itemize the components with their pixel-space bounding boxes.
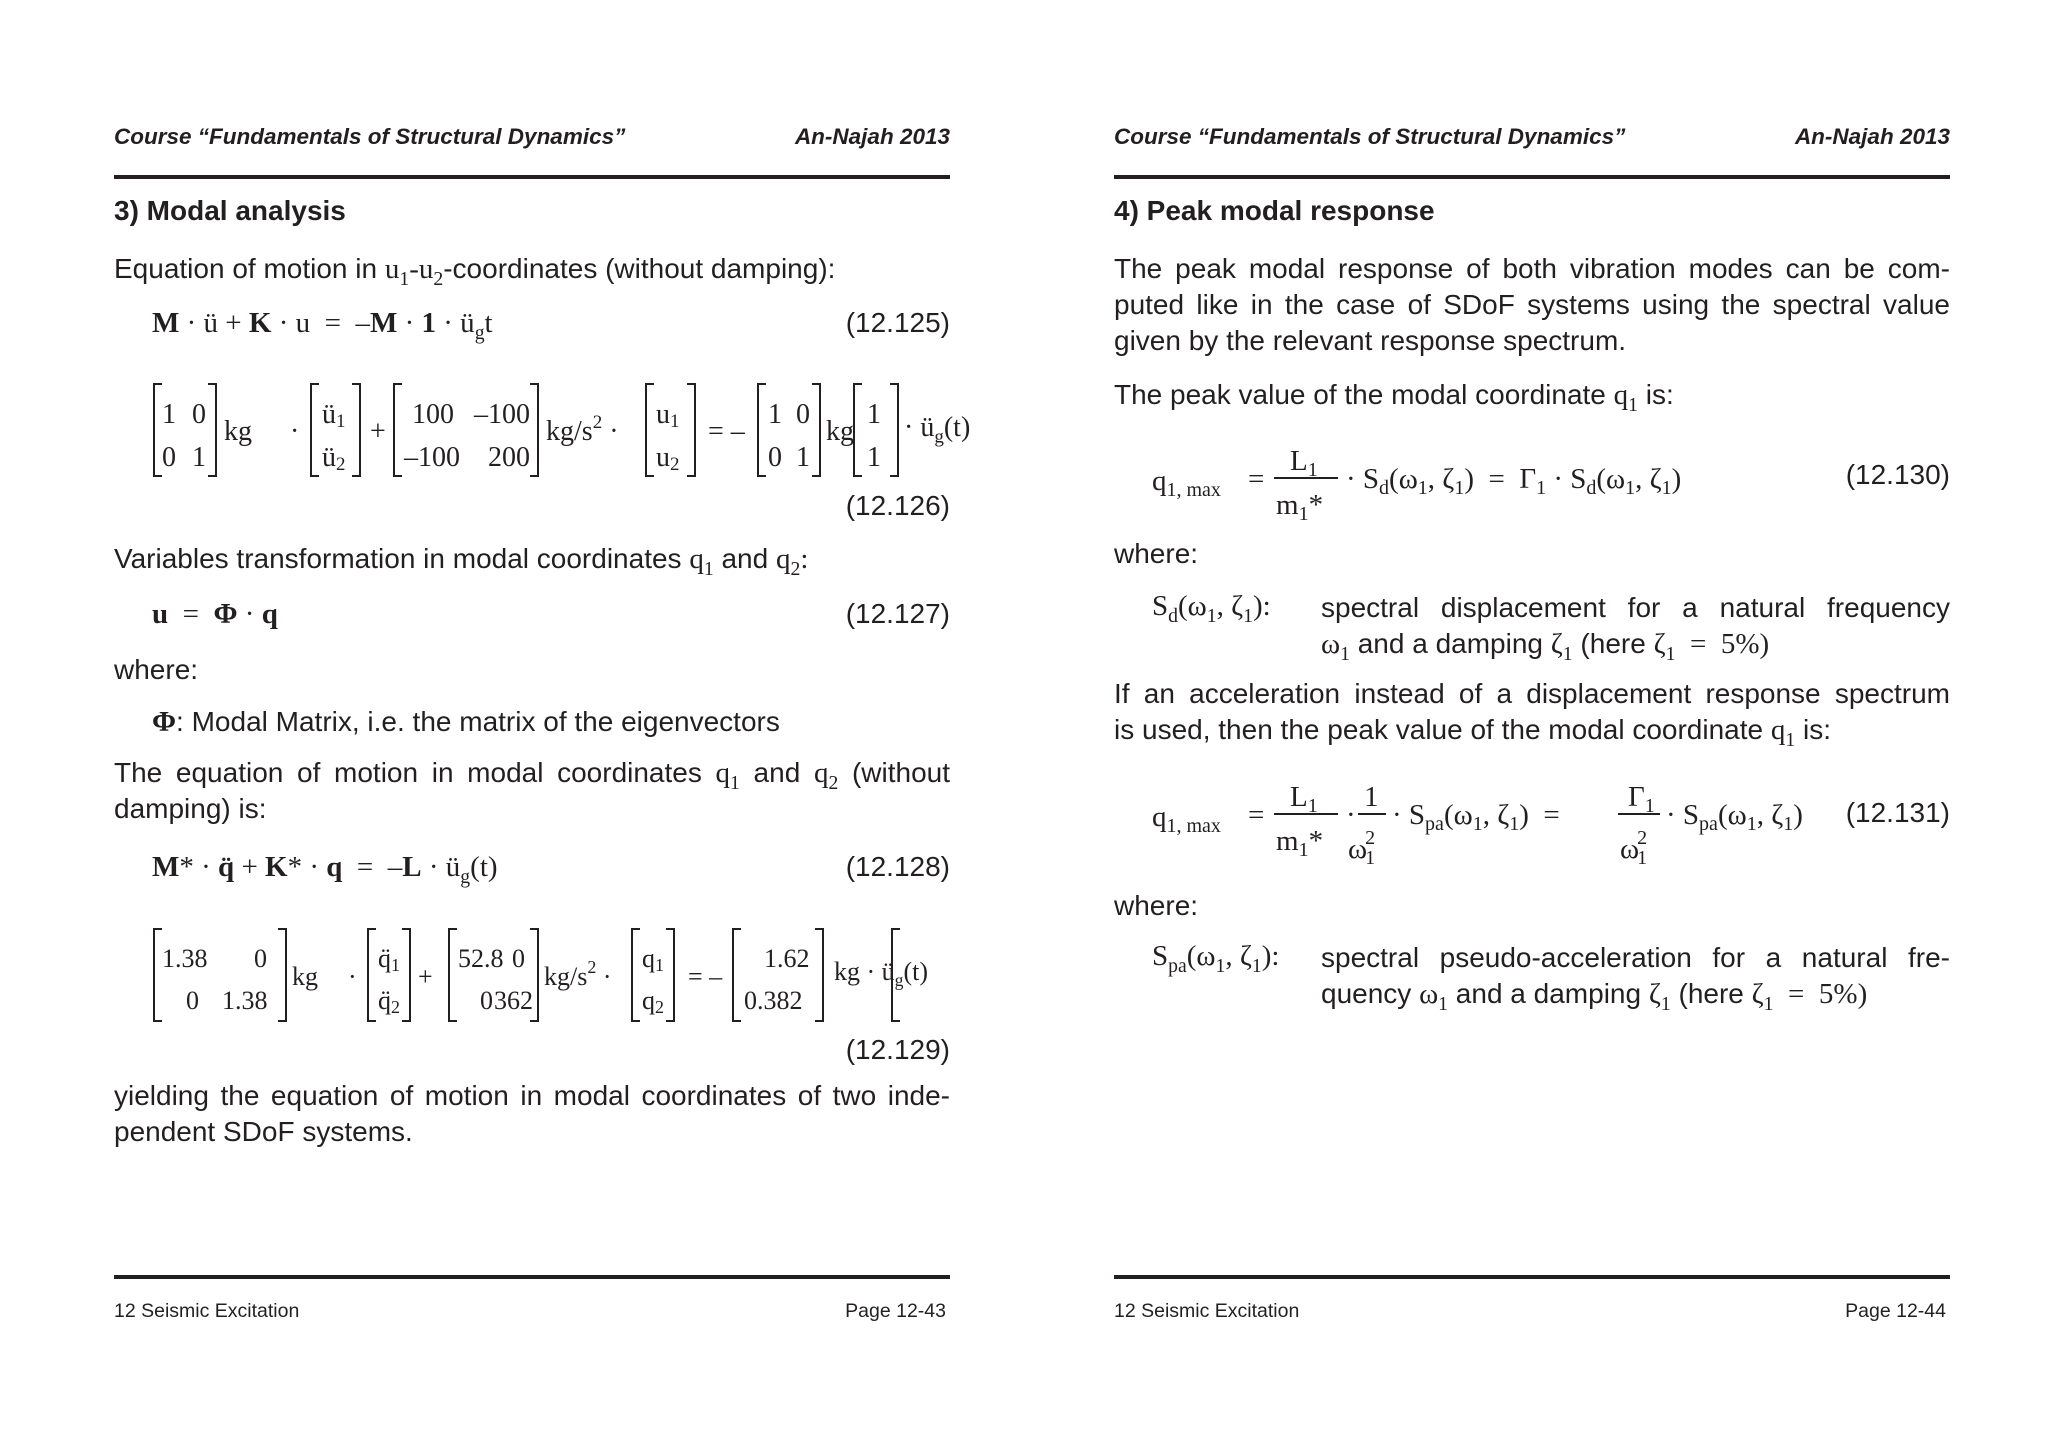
unit-kg-s2: $kg/s^2$ · <box>546 412 619 447</box>
equation-number: (12.129) <box>845 1034 950 1065</box>
equation-12-131 <box>1148 768 1828 878</box>
spa-term: $S_{pa}(\omega_1$, $\zeta_1$): <box>1152 940 1280 977</box>
svg-text:m1*: $m_1*$ <box>1276 489 1324 525</box>
rhs-m12: 0 <box>796 399 810 430</box>
svg-text:m1*: $m_1*$ <box>1276 825 1324 861</box>
acceleration-paragraph: If an acceleration instead of a displacement response spectrum is used, then the peak value of the modal coordinate $q_1$ is: <box>1114 678 1950 751</box>
svg-text:q2: q2 <box>642 986 664 1017</box>
equation-number: (12.131) <box>1845 797 1950 828</box>
footer-chapter: 12 Seismic Excitation <box>114 1300 300 1322</box>
sd-term: $S_d(\omega_1$, $\zeta_1$): <box>1152 590 1271 627</box>
rhs-m11: 1 <box>768 399 782 430</box>
section-title: 3) Modal analysis <box>114 195 346 226</box>
footer-rule <box>114 1275 950 1279</box>
right-page <box>1114 0 1950 1448</box>
equation-number: (12.125) <box>845 307 950 338</box>
header-institution: An-Najah 2013 <box>1794 124 1950 149</box>
header-course: Course “Fundamentals of Structural Dynamics” <box>114 124 626 149</box>
where-label: where: <box>1114 538 1199 569</box>
section-title: 4) Peak modal response <box>1114 195 1435 226</box>
equation-12-129 <box>152 925 952 1035</box>
unit-kg: kg <box>224 416 252 447</box>
stiff-k11: 100 <box>412 399 454 430</box>
equation-number: (12.130) <box>1845 459 1950 490</box>
svg-text:ü1: ü1 <box>322 399 346 432</box>
gen-mass-11: 1.38 <box>162 944 208 973</box>
mass-m11: 1 <box>162 399 176 430</box>
gen-stiff-11: 52.8 <box>458 944 504 973</box>
svg-text:u2: u2 <box>656 442 680 475</box>
svg-text:+: + <box>370 416 386 447</box>
gen-stiff-22: 362 <box>494 986 533 1015</box>
participation-2: 0.382 <box>744 986 803 1015</box>
influence-1: 1 <box>867 399 881 430</box>
gen-stiff-12: 0 <box>512 944 525 973</box>
svg-text:L1: $L_1$ <box>1290 445 1318 481</box>
svg-text:ω21: ω2 1 <box>1620 827 1648 869</box>
svg-text:·: · <box>1346 799 1356 831</box>
svg-text:u1: u1 <box>656 399 680 432</box>
svg-text:Γ1: $\Gamma_1$ <box>1628 781 1655 817</box>
equation-12-126 <box>152 380 952 490</box>
header-rule <box>1114 175 1950 179</box>
svg-text:=: = <box>1248 463 1265 495</box>
eq-129-rhs: kg · $ü_g(t)$ <box>834 957 929 991</box>
mass-m22: 1 <box>192 442 206 473</box>
equation-12-130 <box>1148 430 1748 530</box>
closing-paragraph: yielding the equation of motion in modal coordinates of two inde- pendent SDoF systems. <box>114 1080 950 1147</box>
svg-text:ü2: ü2 <box>322 442 346 475</box>
spa-description: spectral pseudo-acceleration for a natural fre- quency $\omega_1$ and a damping $\zeta_1$ (here $\zeta_1 = 5\%$) <box>1321 942 1950 1015</box>
intro-paragraph: The peak modal response of both vibration modes can be com- puted like in the case of SDoF systems using the spectral value given by the relevant response spectrum. <box>1114 253 1950 356</box>
header-rule <box>114 175 950 179</box>
stiff-k12: –100 <box>474 399 530 430</box>
rhs-m22: 1 <box>796 442 810 473</box>
stiff-k22: 200 <box>488 442 530 473</box>
mass-m12: 0 <box>192 399 206 430</box>
svg-text:+: + <box>418 962 433 991</box>
footer-chapter: 12 Seismic Excitation <box>1114 1300 1300 1322</box>
svg-text:ω21: ω2 1 <box>1348 827 1376 869</box>
rhs-m21: 0 <box>768 442 782 473</box>
left-page <box>114 0 971 1448</box>
intro-paragraph: Equation of motion in $u_1-u_2$-coordinates (without damping): <box>114 253 836 290</box>
gen-mass-21: 0 <box>186 986 199 1015</box>
where-label: where: <box>1114 890 1199 921</box>
gen-stiff-21: 0 <box>480 986 493 1015</box>
phi-definition: Φ: Modal Matrix, i.e. the matrix of the eigenvectors <box>152 706 780 738</box>
equation-number: (12.128) <box>845 851 950 882</box>
modal-eom-paragraph: The equation of motion in modal coordinates $q_1$ and $q_2$ (without damping) is: <box>114 757 950 824</box>
svg-text:· Sd(ω1, ζ1) = Γ1 · Sd(ω1, ζ: · $S_d(\omega_1$, $\zeta_1) = \Gamma_1 \cdot S_d(\omega_1$, $\zeta_1$) <box>1346 463 1682 499</box>
svg-text:q1, max: $q_{1, max}$ <box>1152 465 1221 501</box>
svg-text:· Spa(ω1, ζ1): · $S_{pa}(\omega_1$, $\zeta_1$) <box>1666 799 1803 835</box>
peak-paragraph: The peak value of the modal coordinate $q_1$ is: <box>1114 379 1674 416</box>
footer-page-number: Page 12-44 <box>1845 1300 1946 1322</box>
participation-1: 1.62 <box>764 944 810 973</box>
svg-text:L1: $L_1$ <box>1290 781 1318 817</box>
eq-126-rhs: · $ü_g(t)$ <box>904 412 971 448</box>
equation-12-127: u = Φ · q <box>152 598 278 630</box>
mass-m21: 0 <box>162 442 176 473</box>
svg-text:=: = <box>1248 799 1265 831</box>
header-course: Course “Fundamentals of Structural Dynamics” <box>1114 124 1626 149</box>
rhs-unit-kg: kg <box>826 416 854 447</box>
unit-kg: kg <box>292 962 318 991</box>
svg-text:· Spa(ω1, ζ1) =: · $S_{pa}(\omega_1$, $\zeta_1$) = <box>1392 799 1560 835</box>
unit-kg-s2: $kg/s^2$ · <box>544 957 612 991</box>
svg-text:1: 1 <box>1364 781 1379 813</box>
svg-text:q̈1: q̈1 <box>378 944 400 975</box>
svg-text:·: · <box>290 416 300 447</box>
gen-mass-12: 0 <box>254 944 267 973</box>
svg-text:q̈2: q̈2 <box>378 986 400 1017</box>
svg-text:·: · <box>348 962 357 991</box>
equation-12-125: M · ü + $K \cdot u = -M \cdot 1 \cdot ü_gt$ <box>152 307 493 344</box>
stiff-k21: –100 <box>404 442 460 473</box>
equation-12-128: M* · q̈ + $K* \cdot q = -L \cdot ü_g(t)$ <box>152 851 498 888</box>
gen-mass-22: 1.38 <box>222 986 268 1015</box>
equation-number: (12.126) <box>845 490 950 521</box>
svg-text:q1, max: $q_{1, max}$ <box>1152 801 1221 837</box>
influence-2: 1 <box>867 442 881 473</box>
svg-text:q1: q1 <box>642 944 664 975</box>
footer-page-number: Page 12-43 <box>845 1300 946 1322</box>
where-label: where: <box>114 654 199 685</box>
sd-description: spectral displacement for a natural frequency $\omega_1$ and a damping $\zeta_1$ (here $\zeta_1 = 5\%$) <box>1321 592 1950 665</box>
equation-number: (12.127) <box>845 598 950 629</box>
svg-text:= –: = – <box>708 416 745 447</box>
transform-paragraph: Variables transformation in modal coordinates $q_1$ and $q_2$: <box>114 543 809 580</box>
svg-text:= –: = – <box>688 962 723 991</box>
footer-rule <box>1114 1275 1950 1279</box>
header-institution: An-Najah 2013 <box>794 124 950 149</box>
